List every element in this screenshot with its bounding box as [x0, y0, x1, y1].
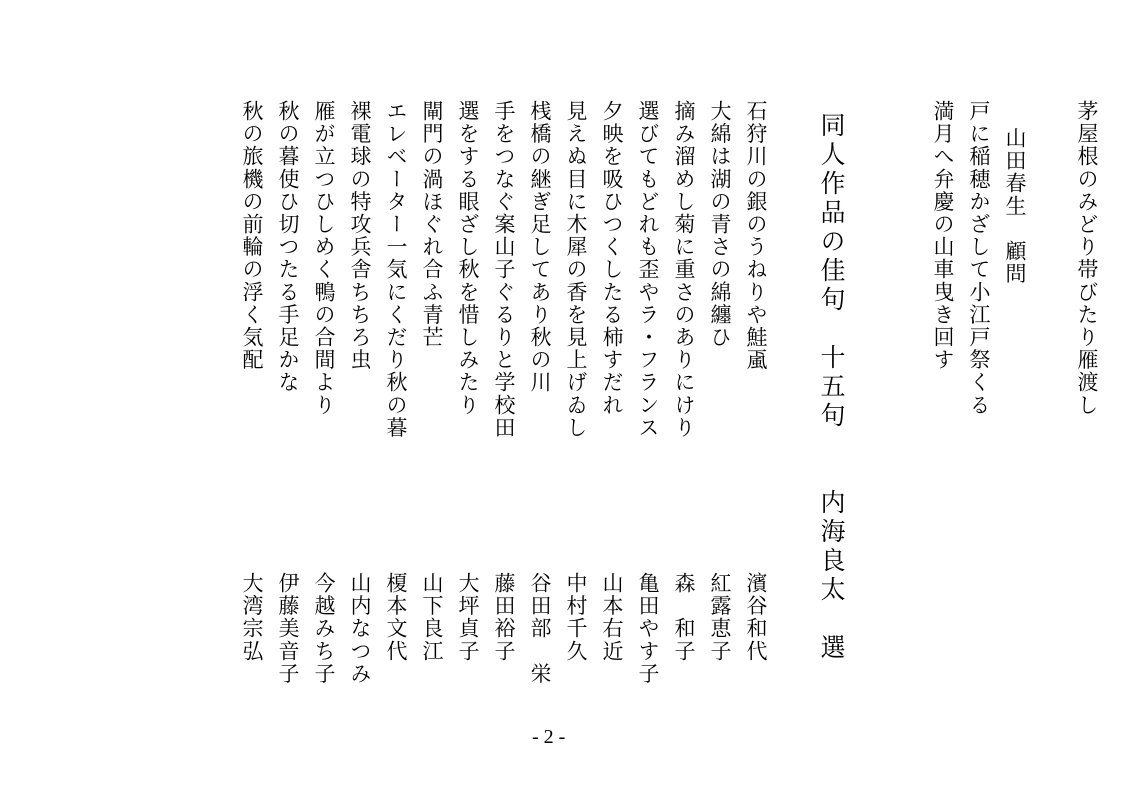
haiku-line: 裸電球の特攻兵舎ちちろ虫: [348, 100, 372, 372]
haiku-line: 満月へ弁慶の山車曳き回す: [931, 100, 955, 372]
haiku-line: 秋の旅機の前輪の浮く気配: [240, 100, 264, 372]
author-name: 中村千久: [564, 572, 588, 663]
haiku-line: 桟橋の継ぎ足してあり秋の川: [528, 100, 552, 394]
author-name: 谷田部 栄: [528, 572, 552, 685]
author-name: 大湾宗弘: [240, 572, 264, 663]
author-name: 紅露恵子: [708, 572, 732, 663]
author-name: 榎本文代: [384, 572, 408, 663]
author-name: 亀田やす子: [636, 572, 660, 685]
author-name: 山田春生 顧問: [1003, 127, 1027, 286]
haiku-line: 茅屋根のみどり帯びたり雁渡し: [1075, 100, 1099, 417]
author-name: 今越みち子: [312, 572, 336, 685]
author-name: 山内なつみ: [348, 572, 372, 685]
haiku-line: 選をする眼ざし秋を惜しみたり: [456, 100, 480, 417]
haiku-line: 見えぬ目に木犀の香を見上げゐし: [564, 100, 588, 439]
haiku-line: 選びてもどれも歪やラ・フランス: [636, 100, 660, 439]
author-name: 森 和子: [672, 572, 696, 663]
author-name: 大坪貞子: [456, 572, 480, 663]
haiku-line: 摘み溜めし菊に重さのありにけり: [672, 100, 696, 439]
author-name: 藤田裕子: [492, 572, 516, 663]
haiku-line: 大綿は湖の青さの綿纏ひ: [708, 100, 732, 349]
author-name: 濱谷和代: [744, 572, 768, 663]
haiku-line: 石狩川の銀のうねりや鮭颪: [744, 100, 768, 372]
haiku-line: エレベーター一気にくだり秋の暮: [384, 100, 408, 439]
haiku-line: 秋の暮使ひ切つたる手足かな: [276, 100, 300, 394]
haiku-line: 閘門の渦ほぐれ合ふ青芒: [420, 100, 444, 349]
haiku-line: 手をつなぐ案山子ぐるりと学校田: [492, 100, 516, 439]
haiku-line: 戸に稲穂かざして小江戸祭くる: [967, 100, 991, 417]
haiku-line: 雁が立つひしめく鴨の合間より: [312, 100, 336, 417]
haiku-line: 夕映を吸ひつくしたる柿すだれ: [600, 100, 624, 417]
author-name: 伊藤美音子: [276, 572, 300, 685]
author-name: 山本右近: [600, 572, 624, 663]
author-name: 山下良江: [420, 572, 444, 663]
page-number: - 2 -: [532, 726, 566, 748]
section-heading: 同人作品の佳句 十五句 内海良太 選: [817, 112, 846, 663]
